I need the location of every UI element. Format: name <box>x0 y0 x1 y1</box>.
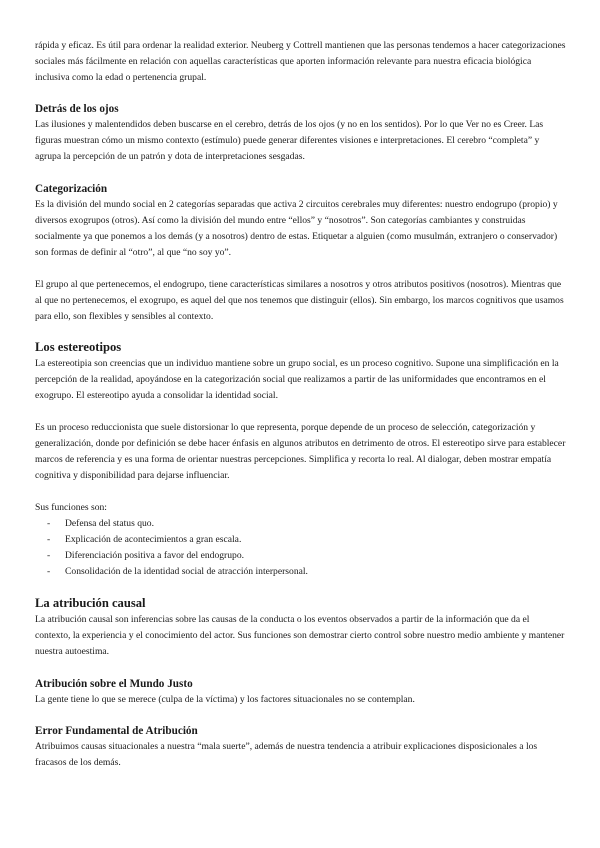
list-item <box>35 532 567 548</box>
atribucion-paragraph: La atribución causal son inferencias sobre las causas de la conducta o los eventos observados a partir de la información que da el contexto, la experiencia y el conocimiento del actor. Sus funciones son demostrar cierto control sobre nuestro medio ambiente y mantener nuestra autoestima. <box>35 614 565 657</box>
list-item-text: Diferenciación positiva a favor del endogrupo. <box>65 550 245 561</box>
functions-intro: Sus funciones son: <box>35 502 107 513</box>
list-item-text: Consolidación de la identidad social de atracción interpersonal. <box>65 566 308 577</box>
list-item <box>35 564 567 580</box>
heading-categorizacion: Categorización <box>35 183 108 195</box>
heading-detras-de-los-ojos: Detrás de los ojos <box>35 103 119 115</box>
list-item-text: Explicación de acontecimientos a gran escala. <box>65 534 242 545</box>
list-item-text: Defensa del status quo. <box>65 518 154 529</box>
dash-bullet: - <box>47 550 51 561</box>
dash-bullet: - <box>47 566 51 577</box>
list-item <box>35 548 567 564</box>
list-item <box>35 516 567 532</box>
heading-los-estereotipos: Los estereotipos <box>35 340 122 354</box>
functions-list <box>35 516 567 580</box>
dash-bullet: - <box>47 518 51 529</box>
estereotipos-paragraph-1: La estereotipia son creencias que un individuo mantiene sobre un grupo social, es un proceso cognitivo. Supone una simplificación en la percepción de la realidad, apoyándose en la categorización social que realizamos a partir de las uniformidades que encontramos en el exogrupo. El estereotipo ayuda a consolidar la identidad social. <box>35 358 559 401</box>
error-fundamental-paragraph: Atribuimos causas situacionales a nuestra “mala suerte”, además de nuestra tendencia a atribuir explicaciones disposicionales a los fracasos de los demás. <box>35 741 538 768</box>
heading-la-atribucion-causal: La atribución causal <box>35 596 146 610</box>
heading-atribucion-mundo-justo: Atribución sobre el Mundo Justo <box>35 678 193 690</box>
document-page <box>35 38 567 771</box>
categorizacion-paragraph-2: El grupo al que pertenecemos, el endogrupo, tiene características similares a nosotros y otros atributos positivos (nosotros). Mientras que al que no pertenecemos, el exogrupo, es aquel del que nos tenemos que distinguir (ellos). Sin embargo, los marcos cognitivos que usamos para ello, son flexibles y sensibles al contexto. <box>35 279 564 322</box>
intro-paragraph: rápida y eficaz. Es útil para ordenar la realidad exterior. Neuberg y Cottrell mantienen que las personas tendemos a hacer categorizaciones sociales más fácilmente en relación con aquellas características que aporten información relevante para nuestra eficacia biológica inclusiva como la edad o pertenencia grupal. <box>35 40 566 83</box>
detras-paragraph: Las ilusiones y malentendidos deben buscarse en el cerebro, detrás de los ojos (y no en los sentidos). Por lo que Ver no es Creer. Las figuras muestran cómo un mismo contexto (estímulo) puede generar diferentes visiones e interpretaciones. El cerebro “completa” y agrupa la percepción de un patrón y dota de interpretaciones sesgadas. <box>35 119 544 162</box>
heading-error-fundamental: Error Fundamental de Atribución <box>35 725 198 737</box>
categorizacion-paragraph-1: Es la división del mundo social en 2 categorías separadas que activa 2 circuitos cerebrales muy diferentes: nuestro endogrupo (propio) y diversos exogrupos (otros). Así como la división del mundo entre “ellos” y “nosotros”. Son categorías cambiantes y construidas socialmente ya que ponemos a los demás (y a nosotros) dentro de estas. Etiquetar a alguien (como musulmán, extranjero o conservador) son formas de definir al “otro”, al que “no soy yo”. <box>35 199 558 258</box>
estereotipos-paragraph-2: Es un proceso reduccionista que suele distorsionar lo que representa, porque depende de un proceso de selección, categorización y generalización, donde por definición se debe hacer énfasis en algunos atributos en detrimento de otros. El estereotipo sirve para establecer marcos de referencia y es una forma de orientar nuestras percepciones. Simplifica y recorta lo real. Al dialogar, deben mostrar empatía cognitiva y disponibilidad para dejarse influenciar. <box>35 422 566 481</box>
mundo-justo-paragraph: La gente tiene lo que se merece (culpa de la víctima) y los factores situacionales no se contemplan. <box>35 694 415 705</box>
dash-bullet: - <box>47 534 51 545</box>
